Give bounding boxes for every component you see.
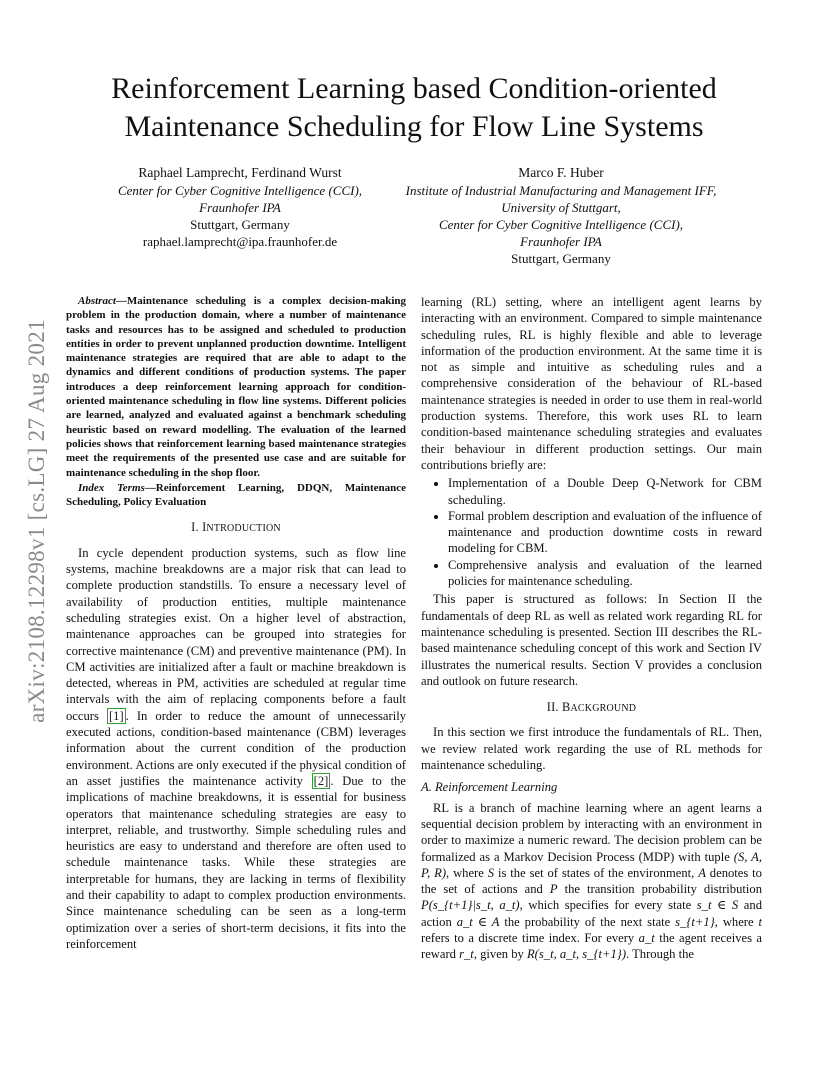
section-number: II. B <box>546 700 571 715</box>
arxiv-id: arXiv:2108.12298v1 [cs.LG] 27 Aug 2021 <box>24 319 49 723</box>
index-terms <box>66 481 406 510</box>
rl-text: is the set of states of the environment, <box>494 865 699 880</box>
arxiv-sidebar-stamp <box>22 286 52 756</box>
math: P(s_{t+1}|s_t, a_t) <box>421 898 520 913</box>
citation-link[interactable]: [2] <box>313 773 329 788</box>
math: t <box>758 914 763 929</box>
citation-link[interactable]: [1] <box>108 708 124 723</box>
paper-title <box>60 70 768 146</box>
math: r_t <box>459 947 474 962</box>
affiliation: Institute of Industrial Manufacturing and Management IFF, <box>405 183 717 198</box>
abstract-label: Abstract <box>78 295 116 307</box>
title-line-2: Maintenance Scheduling for Flow Line Systems <box>124 110 704 143</box>
math: S <box>487 865 495 880</box>
rl-text: refers to a discrete time index. For every <box>421 930 639 945</box>
rl-text: denotes to the set of actions and <box>421 865 762 897</box>
section-title: NTRODUCTION <box>206 523 281 535</box>
rl-text: RL is a branch of machine learning where an agent learns a sequential decision problem by interacting with an environment in order to maximize a numeric reward. The decision problem can be formalized as a Markov Decision Process (MDP) with tuple <box>421 800 762 864</box>
subsection-heading: A. Reinforcement Learning <box>421 780 558 795</box>
author-city: Stuttgart, Germany <box>190 217 290 232</box>
list-item: • Implementation of a Double Deep Q-Network for CBM scheduling. <box>448 475 762 508</box>
left-column <box>66 294 406 952</box>
math: s_{t+1} <box>675 914 715 929</box>
affiliation: Center for Cyber Cognitive Intelligence (CCI), <box>438 217 684 232</box>
intro-text: In cycle dependent production systems, such as flow line systems, machine breakdowns are a major risk that can lead to complete production standstills. To ensure a necessary level of availability of production entities, multiple maintenance scheduling strategies exist. On a higher level of abstraction, maintenance approaches can be grouped into strategies for corrective maintenance (CM) and preventive maintenance (PM). In CM activities are initialized after a fault or machine breakdown is detected, whereas in PM, activities are scheduled at regular time intervals with the aim of replacing components before a fault occurs <box>66 545 406 723</box>
affiliation: Fraunhofer IPA <box>520 234 602 249</box>
math: a_t ∈ A <box>456 914 500 929</box>
rl-text: , which specifies for every state <box>519 898 697 913</box>
math: P <box>549 882 558 897</box>
section-title: ACKGROUND <box>570 703 637 715</box>
section-heading-background <box>421 699 762 717</box>
rl-text: the agent receives a reward <box>421 930 763 962</box>
rl-paragraph <box>421 800 762 963</box>
author-block-2 <box>390 164 732 267</box>
affiliation: Fraunhofer IPA <box>199 200 281 215</box>
rl-text: the transition probability distribution <box>557 882 762 897</box>
section-heading-introduction <box>66 519 406 537</box>
rl-text: . Through the <box>626 947 694 962</box>
intro-text: . In order to reduce the amount of unnecessarily executed actions, condition-based maintenance (CBM) leverages information about the current condition of the production environment. Actions are only executed if the physical condition of an asset justifies the maintenance activity <box>66 708 406 788</box>
index-terms-label: Index Terms <box>78 481 145 494</box>
intro-paragraph-continued: learning (RL) setting, where an intelligent agent learns by interacting with an environment. Compared to simple maintenance scheduling rules, RL is highly flexible and able to leverage information of the production environment. At the same time it is not as simple and intuitive as scheduling rules and a comprehensive consideration of the behaviour of RL-based maintenance strategies is needed in order to use them in real-world production systems. Therefore, this work uses RL to learn condition-based maintenance scheduling strategies and evaluates their behaviour in different production settings. Our main contributions briefly are: <box>421 295 762 472</box>
title-line-1: Reinforcement Learning based Condition-oriented <box>111 72 717 105</box>
right-column <box>421 294 762 963</box>
rl-text: , given by <box>473 947 527 962</box>
author-city: Stuttgart, Germany <box>511 251 611 266</box>
background-paragraph: In this section we first introduce the fundamentals of RL. Then, we review related work regarding the use of RL methods for maintenance scheduling. <box>421 725 762 773</box>
rl-text: , where <box>714 914 759 929</box>
rl-text: the probability of the next state <box>499 914 676 929</box>
intro-paragraph <box>66 545 406 952</box>
math: A <box>698 865 706 880</box>
author-email: raphael.lamprecht@ipa.fraunhofer.de <box>142 234 338 249</box>
contributions-list <box>421 475 762 589</box>
intro-text: . Due to the implications of machine breakdowns, it is essential for business operators that maintenance scheduling strategies are easy to interpret, reliable, and trustworthy. Simple scheduling rules and heuristics are easy to understand and therefore are often used to schedule maintenance tasks. While these strategies are interpretable for humans, they are lacking in terms of flexibility and their capability to adapt to complex production environments. Since maintenance scheduling can be seen as a long-term optimization over a series of short-term decisions, it fits into the reinforcement <box>66 773 406 951</box>
math: a_t <box>638 930 655 945</box>
index-terms-text: —Reinforcement Learning, DDQN, Maintenance Scheduling, Policy Evaluation <box>66 481 406 509</box>
abstract <box>66 294 406 480</box>
affiliation: University of Stuttgart, <box>501 200 621 215</box>
author-block-1 <box>90 164 390 250</box>
rl-text: and action <box>421 898 762 929</box>
structure-paragraph: This paper is structured as follows: In Section II the fundamentals of deep RL as well as related work regarding RL for maintenance scheduling is presented. Section III describes the RL-based maintenance scheduling concept of this work and Section IV illustrates the numerical results. Section V provides a conclusion and outlook on future research. <box>421 592 762 688</box>
list-item: • Comprehensive analysis and evaluation of the learned policies for maintenance scheduling. <box>448 557 762 590</box>
math: (S, A, P, R) <box>421 849 762 880</box>
section-number: I. I <box>191 520 207 535</box>
abstract-text: —Maintenance scheduling is a complex decision-making problem in the production domain, where a number of maintenance tasks and resources has to be assigned and scheduled to production entities in order to prevent unplanned production downtime. Intelligent maintenance strategies are required that are able to adapt to the dynamics and different conditions of production systems. The paper introduces a deep reinforcement learning approach for condition-oriented maintenance scheduling in flow line systems. Different policies are learned, analyzed and evaluated against a benchmark scheduling heuristic based on reward modelling. The evaluation of the learned policies shows that reinforcement learning based maintenance strategies meet the requirements of the presented use case and are suitable for maintenance scheduling in the shop floor. <box>66 295 406 479</box>
affiliation: Center for Cyber Cognitive Intelligence (CCI), <box>117 183 363 198</box>
math: R(s_t, a_t, s_{t+1}) <box>526 947 627 962</box>
list-item: • Formal problem description and evaluation of the influence of maintenance and production downtime costs in reward modeling for CBM. <box>448 508 762 557</box>
author-names: Raphael Lamprecht, Ferdinand Wurst <box>138 165 342 180</box>
author-names: Marco F. Huber <box>518 165 604 180</box>
rl-text: , where <box>446 865 488 880</box>
math: s_t ∈ S <box>696 898 739 913</box>
